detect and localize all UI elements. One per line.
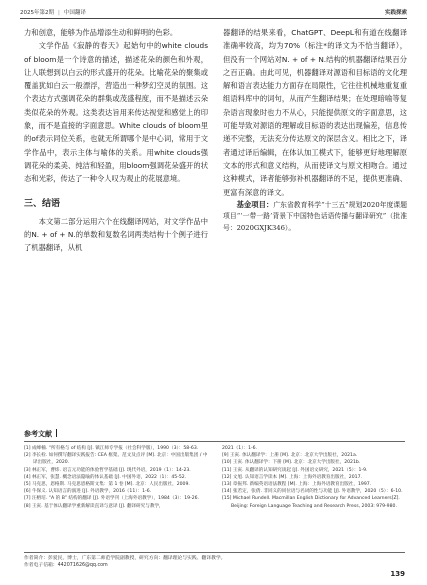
right-para-0: 器翻译的结果来看，ChatGPT、DeepL和有道在线翻译准确率较高，均为70%（标注*的译文为不恰当翻译），但没有一个网站对N. + of + N.结构的机器翻译结果百分之百正确。由此可见，机器翻译对源语和目标语的文化理解和语言表达能力方面存在局限性，它往往机械地重复重组语料库中的词句，从而产生翻译结果；在处理暗喻等复杂语言现象时也力不从心，只能提供原文的字面意思，这可能导致对源语的理解或目标语的表达出现偏差，信息传递不完整，无法充分传达原文的深层含义。相比之下，译者通过译后编辑，在体认加工模式下，能够更好地理解原文本的形式和意义结构，从而使译文与原文相吻合。通过这种模式，译者能够弥补机器翻译的不足，提供更准确、更富有深意的译文。 [223, 28, 407, 197]
issue-label: 2025年第2期 [20, 10, 54, 16]
reference-item: [15] Michael Rundell. Macmillan English Dictionary for Advanced Learners[Z]. Beijing: Foreign Language Teaching and Research Press, 2003: 979-980. [222, 496, 400, 509]
author-info [24, 555, 405, 569]
reference-item: [8] 王寅. 基于体认翻译学重新解读直译与意译 [J]. 翻译研究与教学， [24, 503, 164, 509]
author-email: 作者电子信箱：442071626@qq.com [24, 563, 108, 568]
running-header [20, 6, 407, 18]
fund-text: 广东省教育科学“十三五”规划2020年度课题项目“‘一带一路’背景下中国特色话语传播与翻译研究”（批准号：2020GXJK346）。 [223, 200, 407, 232]
reference-item: [5] 马克思，恩格斯. 马克思恩格斯文集：第 1 卷 [M]. 北京：人民出版社，2009. [24, 482, 190, 488]
reference-item: 2021（1）：1-6. [222, 446, 258, 451]
title-bar [56, 429, 57, 437]
left-para-2: 本文第二部分运用六个在线翻译网站，对文学作品中的N. + of + N.的单数和复数名词两类结构十个例子进行了机器翻译，从机 [24, 216, 208, 253]
reference-item: [9] 王寅. 体认翻译学：上册 [M]. 北京：北京大学出版社，2021a. [222, 453, 358, 459]
page-number: 139 [390, 570, 405, 578]
journal-name: 中国翻译 [63, 10, 86, 16]
reference-item: [4] 林正军，张慧. 概念语法隐喻的体认基础 [J]. 中国外语，2022（1）：45-52. [24, 474, 187, 480]
reference-item: [1] 成峰楠. “所有格与 of 结构 [J]. 镇江师专学报（社会科学版），1990（3）：58-63. [24, 446, 199, 451]
reference-item: [7] 汪榕培. “A 的 B” 结构的翻译 [J]. 外语学刊（上海外语教学），1984（3）：19-26. [24, 496, 200, 502]
right-column [223, 26, 407, 234]
left-para-0: 力和创意，能够为作品增添生动和鲜明的色彩。 [24, 28, 178, 37]
references-left [24, 445, 210, 510]
reference-item: [13] 章振邦. 新编英语语法教程 [M]. 上海：上海外语教育出版社，1997. [222, 482, 372, 488]
reference-item: [11] 王寅. 从翻译的认知研究谈起 [J]. 外国语文研究，2021（5）：1-9. [222, 467, 368, 473]
fund-note [223, 199, 407, 235]
reference-item: [12] 文旭. 认知语言学读本 [M]. 上海：上海外语教育出版社，2017. [222, 474, 362, 480]
reference-item: [10] 王寅. 体认翻译学：下册 [M]. 北京：北京大学出版社，2021b. [222, 460, 361, 466]
reference-item: [2] 李长栓. 如何撰写翻译实践报告: CEA 框架、范文及点评 [M]. 北京：中国出版集团 / 中译出版社，2020. [24, 453, 208, 466]
author-bio: 作者简介：彭爱民，博士，广东第二师范学院副教授，研究方向：翻译理论与实践、翻译教学。 [24, 556, 226, 561]
left-column [24, 26, 208, 254]
header-rule [20, 18, 407, 19]
reference-item: [6] 牛保义. 认知语言的演进 [J]. 外语教学，2016（11）：1-6. [24, 489, 152, 495]
reference-item: [3] 林正军，曹炜. 语言元功能的体验哲学基础 [J]. 现代外语，2019（1）：14-23. [24, 467, 191, 473]
references-rule [24, 441, 405, 442]
left-para-1: 文学作品《寂静的春天》起始句中的white clouds of bloom是一个诗意的描述，描述花朵的颜色和外观，让人联想到以白云的形式盛开的花朵。比喻花朵的聚集或覆盖犹如白云一般漂浮，营造出一种梦幻空灵的氛围。这个表达方式强调花朵的群集或茂盛程度，而不是描述云朵类似花朵的外观。这类表达旨用来传达视觉和感觉上的印象，而不是直接的字面意思。White clouds of bloom里的of表示同位关系，也就无所谓哪个是中心词，常用于文学作品中，表示主体与喻体的关系。用white clouds强调花朵的柔美、纯洁和轻盈，用bloom强调花朵盛开的状态和光彩，传达了一种令人叹为观止的花展意境。 [24, 41, 208, 184]
section-heading-conclusion: 三、结语 [24, 198, 61, 209]
header-separator: | [58, 10, 60, 16]
fund-label: 基金项目： [236, 199, 274, 209]
section-label: 实践探索 [384, 10, 407, 16]
author-rule [24, 552, 405, 553]
references-title [24, 429, 57, 439]
header-left [20, 8, 86, 16]
references-title-text: 参考文献 [24, 430, 52, 438]
reference-item: [14] 张若定，张倩. 非同义的同位语与名词的性与功能 [J]. 外语教学，2020（5）：6-10. [222, 489, 403, 495]
references-right [222, 445, 408, 510]
